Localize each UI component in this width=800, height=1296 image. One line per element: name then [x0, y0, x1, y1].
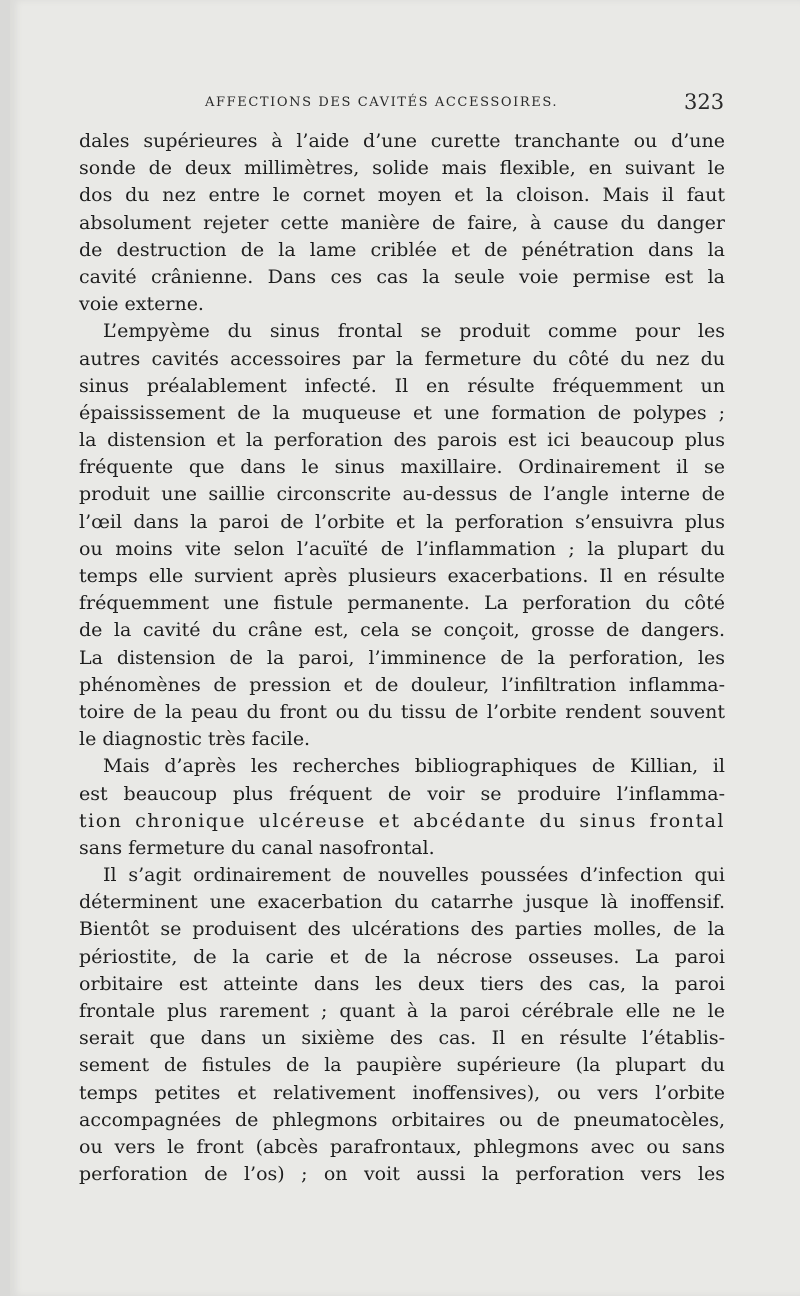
- text-line: le diagnostic très facile.: [79, 728, 311, 751]
- text-line: sinus préalablement infecté. Il en résulte fréquemment un: [79, 374, 725, 397]
- text-line: Bientôt se produisent des ulcérations des parties molles, de la: [79, 918, 725, 941]
- text-line: l’œil dans la paroi de l’orbite et la perforation s’ensuivra plus: [79, 510, 725, 533]
- text-line: tion chronique ulcéreuse et abcédante du sinus frontal: [79, 809, 725, 832]
- text-line: ou moins vite selon l’acuïté de l’inflammation ; la plupart du: [79, 537, 725, 560]
- text-line: dales supérieures à l’aide d’une curette tranchante ou d’une: [79, 130, 725, 152]
- text-line: produit une saillie circonscrite au-dessus de l’angle interne de: [79, 483, 725, 506]
- text-line: ou vers le front (abcès parafrontaux, phlegmons avec ou sans: [79, 1135, 725, 1158]
- text-line: de la cavité du crâne est, cela se conçoit, grosse de dangers.: [79, 619, 725, 642]
- book-page: [10, 0, 800, 1296]
- text-line: absolument rejeter cette manière de faire, à cause du danger: [79, 211, 725, 234]
- text-line: voie externe.: [79, 293, 204, 316]
- text-line: de destruction de la lame criblée et de pénétration dans la: [79, 238, 725, 261]
- text-line: fréquemment une fistule permanente. La perforation du côté: [79, 592, 725, 615]
- text-line: autres cavités accessoires par la fermeture du côté du nez du: [79, 347, 725, 370]
- text-line: sement de fistules de la paupière supérieure (la plupart du: [79, 1054, 725, 1077]
- paragraph-1: [79, 128, 725, 318]
- text-line: la distension et la perforation des parois est ici beaucoup plus: [79, 429, 725, 452]
- text-line: La distension de la paroi, l’imminence de la perforation, les: [79, 646, 725, 669]
- text-line: L’empyème du sinus frontal se produit comme pour les: [103, 320, 725, 343]
- text-line: accompagnées de phlegmons orbitaires ou de pneumatocèles,: [79, 1108, 725, 1131]
- body-text: [79, 128, 725, 1188]
- text-line: Mais d’après les recherches bibliographiques de Killian, il: [103, 755, 725, 778]
- text-line: dos du nez entre le cornet moyen et la cloison. Mais il faut: [79, 184, 725, 207]
- text-line: temps elle survient après plusieurs exacerbations. Il en résulte: [79, 565, 725, 587]
- text-line: frontale plus rarement ; quant à la paroi cérébrale elle ne le: [79, 1000, 725, 1022]
- paragraph-2: [79, 318, 725, 753]
- text-line: temps petites et relativement inoffensives), ou vers l’orbite: [79, 1081, 725, 1104]
- text-line: sans fermeture du canal nasofrontal.: [79, 836, 435, 859]
- text-line: serait que dans un sixième des cas. Il en résulte l’établis-: [79, 1027, 725, 1050]
- text-line: sonde de deux millimètres, solide mais flexible, en suivant le: [79, 157, 725, 180]
- paragraph-4: [79, 862, 725, 1188]
- text-line: orbitaire est atteinte dans les deux tiers des cas, la paroi: [79, 972, 725, 995]
- text-line: toire de la peau du front ou du tissu de l’orbite rendent souvent: [79, 700, 725, 723]
- text-line: périostite, de la carie et de la nécrose osseuses. La paroi: [79, 945, 725, 968]
- text-line: épaississement de la muqueuse et une formation de polypes ;: [79, 401, 725, 424]
- page-number: 323: [684, 90, 725, 114]
- text-line: phénomènes de pression et de douleur, l’infiltration inflamma-: [79, 673, 725, 696]
- text-line: déterminent une exacerbation du catarrhe jusque là inoffensif.: [79, 891, 725, 914]
- text-line: est beaucoup plus fréquent de voir se produire l’inflamma-: [79, 782, 725, 805]
- text-line: Il s’agit ordinairement de nouvelles poussées d’infection qui: [103, 864, 725, 887]
- paragraph-3: [79, 753, 725, 862]
- text-line: cavité crânienne. Dans ces cas la seule voie permise est la: [79, 265, 725, 288]
- text-line: perforation de l’os) ; on voit aussi la perforation vers les: [79, 1163, 725, 1186]
- running-header: AFFECTIONS DES CAVITÉS ACCESSOIRES.: [205, 95, 559, 110]
- text-line: fréquente que dans le sinus maxillaire. Ordinairement il se: [79, 456, 725, 479]
